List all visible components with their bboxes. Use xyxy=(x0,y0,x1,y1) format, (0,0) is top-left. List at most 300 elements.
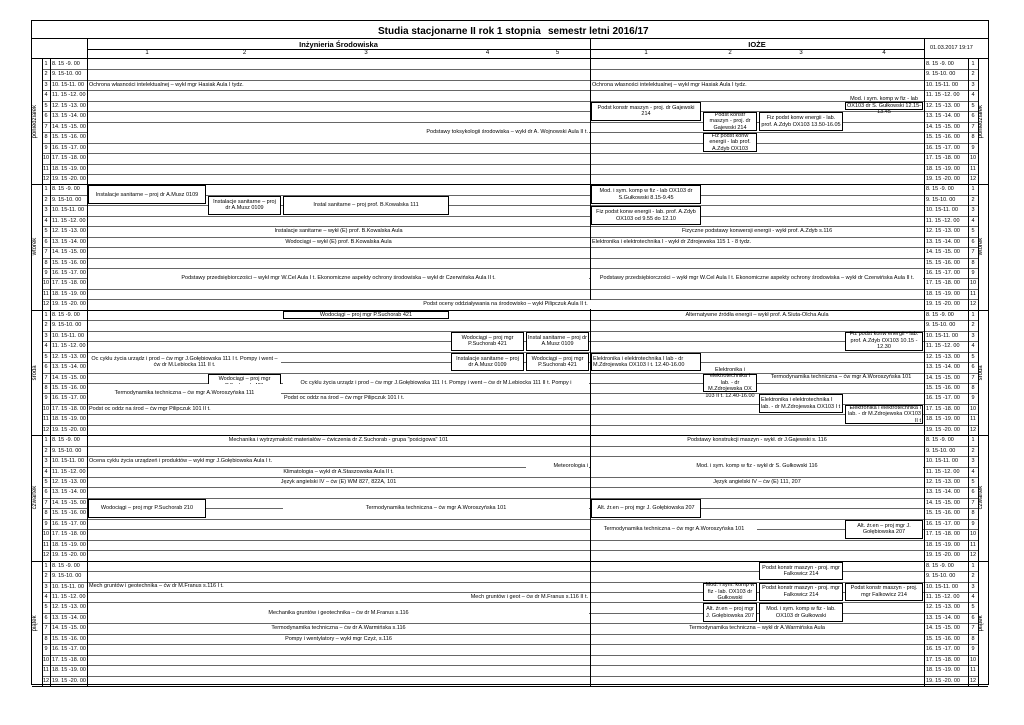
row-line xyxy=(42,655,978,656)
slot-number: 10 xyxy=(42,405,50,412)
slot-time: 18. 15 -19. 00 xyxy=(52,290,86,297)
slot-time: 17. 15 -18. 00 xyxy=(926,405,960,412)
slot-time: 8. 15 -9. 00 xyxy=(926,437,954,444)
slot-time: 19. 15 -20. 00 xyxy=(926,552,960,559)
day-label-right: wtorek xyxy=(978,238,984,256)
row-line xyxy=(42,258,978,259)
slot-number: 9 xyxy=(971,520,975,527)
slot-time: 9. 15-10. 00 xyxy=(52,322,82,329)
class-entry[interactable]: Alt. źr.en – proj mgr J. Gołębiowska 207 xyxy=(845,520,923,539)
slot-number: 10 xyxy=(42,531,50,538)
day-label-right: poniedziałek xyxy=(978,105,984,139)
slot-number: 11 xyxy=(43,667,49,674)
slot-time: 13. 15 -14. 00 xyxy=(926,614,960,621)
slot-number: 12 xyxy=(969,175,977,182)
slot-time: 8. 15 -9. 00 xyxy=(926,61,954,67)
slot-number: 1 xyxy=(44,186,48,193)
slot-time: 18. 15 -19. 00 xyxy=(926,165,960,172)
class-entry[interactable]: Elektronika i elektrotechnika I lab - dr M.Zdrojewska OX103 I t. 12.40-16.00 xyxy=(591,353,701,372)
slot-number: 5 xyxy=(971,102,975,109)
slot-number: 3 xyxy=(971,458,975,465)
class-entry[interactable]: Oc cyklu życia urządz i prod – ćw mgr J.Gołębiowska 111 I t. Pompy i went – ćw dr M.Lebiocka 111 II t. xyxy=(88,353,281,372)
column-line xyxy=(978,59,979,686)
slot-time: 9. 15-10. 00 xyxy=(926,447,956,454)
slot-number: 11 xyxy=(970,416,976,423)
slot-number: 4 xyxy=(971,468,975,475)
slot-number: 2 xyxy=(971,196,975,203)
slot-number: 2 xyxy=(971,71,975,78)
class-entry[interactable]: Podst oc oddz na środ – ćw mgr Pilipczuk 101 I t. xyxy=(283,394,524,402)
slot-time: 19. 15 -20. 00 xyxy=(926,677,960,684)
slot-number: 9 xyxy=(971,270,975,276)
slot-number: 12 xyxy=(42,301,50,308)
class-entry[interactable]: Podst konstr maszyn - proj. mgr Falkowicz 214 xyxy=(759,583,843,602)
row-line xyxy=(42,644,978,645)
slot-number: 11 xyxy=(970,165,976,172)
divider xyxy=(87,38,88,59)
slot-time: 11. 15 -12. 00 xyxy=(926,343,960,350)
class-entry[interactable]: Ochrona własności intelektualnej – wykł mgr Hasiak Aula I tydz. xyxy=(591,81,923,89)
slot-number: 2 xyxy=(971,447,975,454)
slot-number: 7 xyxy=(44,625,48,632)
slot-time: 10. 15-11. 00 xyxy=(926,81,959,88)
slot-time: 19. 15 -20. 00 xyxy=(52,552,86,559)
slot-time: 8. 15 -9. 00 xyxy=(52,186,80,193)
slot-number: 1 xyxy=(44,61,48,67)
slot-time: 18. 15 -19. 00 xyxy=(52,416,86,423)
column-number: 2 xyxy=(728,50,732,56)
slot-number: 7 xyxy=(971,625,975,632)
slot-time: 11. 15 -12. 00 xyxy=(52,92,86,99)
slot-number: 4 xyxy=(44,468,48,475)
slot-number: 5 xyxy=(44,228,48,235)
slot-number: 10 xyxy=(42,656,50,663)
slot-number: 12 xyxy=(42,552,50,559)
class-entry[interactable]: Mod. i sym. komp w fiz - lab. OX103 dr Gułkowski xyxy=(703,583,757,602)
slot-number: 12 xyxy=(969,552,977,559)
slot-number: 11 xyxy=(43,541,49,548)
slot-time: 18. 15 -19. 00 xyxy=(926,667,960,674)
slot-number: 6 xyxy=(971,614,975,621)
slot-time: 10. 15-11. 00 xyxy=(926,458,959,465)
slot-number: 5 xyxy=(971,604,975,611)
slot-time: 17. 15 -18. 00 xyxy=(926,280,960,287)
slot-time: 12. 15 -13. 00 xyxy=(926,479,960,485)
slot-number: 1 xyxy=(971,562,975,569)
row-line xyxy=(42,446,978,447)
slot-time: 13. 15 -14. 00 xyxy=(52,614,86,621)
slot-number: 4 xyxy=(44,217,48,224)
row-line xyxy=(42,487,978,488)
class-entry[interactable]: Klimatologia – wykł dr A.Staszowska Aula II t. xyxy=(88,468,589,476)
slot-time: 12. 15 -13. 00 xyxy=(52,604,86,611)
class-entry[interactable]: Termodynamika techniczna – ćw dr A.Warmińska s.116 xyxy=(88,624,589,632)
slot-time: 8. 15 -9. 00 xyxy=(926,186,954,193)
slot-number: 9 xyxy=(44,520,48,527)
column-number: 2 xyxy=(242,50,247,56)
slot-time: 12. 15 -13. 00 xyxy=(926,604,960,611)
class-entry[interactable]: Fiz podst konw energii - lab. prof. A.Zdyb OX103 od 9.55 do 12.10 xyxy=(591,206,701,225)
slot-time: 11. 15 -12. 00 xyxy=(926,92,960,99)
slot-time: 8. 15 -9. 00 xyxy=(52,61,80,67)
class-entry[interactable]: Mechanika i wytrzymałość materiałów – ćwiczenia dr Z.Suchorab - grupa "pościgowa" 101 xyxy=(88,436,589,444)
slot-number: 6 xyxy=(44,364,48,371)
slot-number: 1 xyxy=(44,311,48,318)
slot-time: 17. 15 -18. 00 xyxy=(926,155,960,162)
divider xyxy=(924,38,925,59)
slot-number: 6 xyxy=(971,238,975,245)
class-entry[interactable]: Podstawy przedsiębiorczości – wykł mgr W.Cel Aula I t. Ekonomiczne aspekty ochrony środowiska – wykł dr Czerwińska Aula II t. xyxy=(88,269,589,288)
class-entry[interactable]: Mod. i sym. komp w fiz - lab OX103 dr S.Gułkowski 8.15-9.45 xyxy=(591,185,701,204)
class-entry[interactable]: Podst konstr maszyn - proj. mgr Falkowicz 214 xyxy=(845,583,923,602)
slot-number: 3 xyxy=(971,332,975,339)
day-divider xyxy=(32,686,988,687)
slot-time: 16. 15 -17. 00 xyxy=(52,144,86,151)
slot-time: 10. 15-11. 00 xyxy=(926,332,959,339)
page-title: Studia stacjonarne II rok 1 stopnia xyxy=(378,26,541,37)
class-entry[interactable]: Podst konstr maszyn - proj. dr Gajewski 214 xyxy=(591,102,701,121)
column-number: 1 xyxy=(644,50,648,56)
slot-time: 17. 15 -18. 00 xyxy=(926,531,960,538)
row-line xyxy=(42,676,978,677)
slot-time: 11. 15 -12. 00 xyxy=(926,593,960,600)
column-number: 5 xyxy=(555,50,560,56)
slot-time: 14. 15 -15. 00 xyxy=(926,123,960,130)
class-entry[interactable]: Podst konstr maszyn - proj. dr Gajewski 214 xyxy=(703,112,757,131)
slot-number: 11 xyxy=(43,416,49,423)
slot-time: 15. 15 -16. 00 xyxy=(926,134,960,141)
slot-time: 19. 15 -20. 00 xyxy=(52,677,86,684)
slot-number: 7 xyxy=(971,374,975,381)
slot-number: 10 xyxy=(969,656,977,663)
slot-time: 15. 15 -16. 00 xyxy=(926,384,960,391)
row-line xyxy=(42,425,978,426)
slot-time: 15. 15 -16. 00 xyxy=(926,510,960,517)
class-entry[interactable]: Fizyczne podstawy konwersji energii - wykł prof. A.Zdyb s.116 xyxy=(591,227,923,235)
slot-time: 15. 15 -16. 00 xyxy=(52,384,86,391)
class-entry[interactable]: Mod. i sym. komp w fiz - lab. OX103 dr Gułkowski xyxy=(759,603,843,622)
slot-time: 10. 15-11. 00 xyxy=(52,583,85,590)
column-line xyxy=(924,59,925,686)
column-line xyxy=(87,59,88,686)
class-entry[interactable]: Elektronika i elektrotechnika I lab. - dr M.Zdrojewska OX103 I t xyxy=(759,394,843,413)
class-entry[interactable]: Instalacje sanitarne – proj dr A.Musz 0109 xyxy=(88,185,206,204)
slot-time: 10. 15-11. 00 xyxy=(52,81,85,88)
class-entry[interactable]: Podstawy konstrukcji maszyn - wykł. dr J.Gajewski s. 116 xyxy=(591,436,923,444)
slot-number: 5 xyxy=(971,228,975,235)
class-entry[interactable]: Alt. źr.en – proj mgr J. Gołębiowska 207 xyxy=(703,603,757,622)
slot-time: 15. 15 -16. 00 xyxy=(52,259,86,266)
class-entry[interactable]: Wodociągi – proj mgr P.Suchorab 421 xyxy=(451,332,524,351)
slot-time: 10. 15-11. 00 xyxy=(926,583,959,590)
slot-time: 12. 15 -13. 00 xyxy=(52,353,86,360)
slot-number: 8 xyxy=(971,510,975,517)
row-line xyxy=(42,90,978,91)
slot-time: 15. 15 -16. 00 xyxy=(52,635,86,642)
day-label-left: piątek xyxy=(32,615,38,632)
slot-number: 3 xyxy=(44,332,48,339)
class-entry[interactable]: Pompy i wentylatory – wykł mgr Czyż, s.116 xyxy=(88,635,589,643)
class-entry[interactable]: Wodociągi – proj mgr P.Suchorab 421 xyxy=(526,353,589,372)
slot-number: 4 xyxy=(44,92,48,99)
slot-time: 18. 15 -19. 00 xyxy=(52,165,86,172)
column-number: 4 xyxy=(882,50,886,56)
slot-number: 11 xyxy=(43,290,49,297)
slot-time: 14. 15 -15. 00 xyxy=(52,123,86,130)
class-entry[interactable]: Oc cyklu życia urządz i prod – ćw mgr J.Gołębiowska 111 I t. Pompy i went – ćw dr M.Lebiocka 111 II t. Pompy i xyxy=(283,374,589,393)
slot-number: 6 xyxy=(44,489,48,496)
slot-number: 12 xyxy=(969,301,977,308)
column-number: 1 xyxy=(145,50,149,56)
slot-number: 4 xyxy=(44,343,48,350)
column-line xyxy=(42,59,43,686)
slot-number: 2 xyxy=(44,573,48,580)
slot-time: 18. 15 -19. 00 xyxy=(52,667,86,674)
row-line xyxy=(42,174,978,175)
slot-number: 4 xyxy=(971,343,975,350)
slot-time: 14. 15 -15. 00 xyxy=(52,374,86,381)
slot-time: 8. 15 -9. 00 xyxy=(926,562,954,569)
slot-time: 16. 15 -17. 00 xyxy=(52,395,86,402)
slot-number: 8 xyxy=(971,635,975,642)
slot-number: 8 xyxy=(44,134,48,141)
class-entry[interactable]: Podstawy toksykologii środowiska – wykł dr A. Wojnowski Aula II t. xyxy=(88,123,589,142)
row-line xyxy=(42,164,978,165)
slot-number: 6 xyxy=(971,489,975,496)
slot-number: 7 xyxy=(44,499,48,506)
slot-time: 16. 15 -17. 00 xyxy=(926,395,960,402)
class-entry[interactable]: Podst oc oddz na środ – ćw mgr Pilipczuk 101 II t. xyxy=(88,405,281,413)
class-entry[interactable]: Alt. źr.en – proj mgr J. Gołębiowska 207 xyxy=(591,499,701,518)
slot-number: 7 xyxy=(971,249,975,256)
column-number: 3 xyxy=(799,50,803,56)
class-entry[interactable]: Ochrona własności intelektualnej – wykł mgr Hasiak Aula I tydz. xyxy=(88,81,589,89)
class-entry[interactable]: Wodociągi – proj mgr P.Suchorab 210 xyxy=(88,499,206,518)
slot-time: 9. 15-10. 00 xyxy=(926,573,956,580)
slot-time: 14. 15 -15. 00 xyxy=(926,249,960,256)
column-line xyxy=(590,59,591,686)
slot-time: 17. 15 -18. 00 xyxy=(52,155,86,162)
slot-time: 19. 15 -20. 00 xyxy=(926,426,960,433)
group-header-right: IOŻE xyxy=(748,40,766,49)
class-entry[interactable]: Fiz podst konw energii - lab. prof. A.Zdyb OX103 10.15 - 12.30 xyxy=(845,332,923,351)
slot-time: 19. 15 -20. 00 xyxy=(52,301,86,308)
day-label-left: czwartek xyxy=(32,486,38,510)
slot-time: 15. 15 -16. 00 xyxy=(52,134,86,141)
slot-time: 9. 15-10. 00 xyxy=(926,71,956,78)
class-entry[interactable]: Elektronika i elektrotechnika I - wykł dr Zdrojewska 115 1 - 8 tydz. xyxy=(591,238,923,246)
slot-time: 14. 15 -15. 00 xyxy=(52,625,86,632)
slot-number: 3 xyxy=(971,583,975,590)
slot-time: 16. 15 -17. 00 xyxy=(926,144,960,151)
slot-time: 10. 15-11. 00 xyxy=(52,332,85,339)
slot-number: 9 xyxy=(44,646,48,653)
class-entry[interactable]: Wodociągi – proj mgr xyxy=(208,374,281,393)
slot-number: 11 xyxy=(970,541,976,548)
slot-number: 1 xyxy=(971,311,975,318)
row-line xyxy=(42,320,978,321)
class-entry[interactable]: Wodociągi – proj mgr P.Suchorab 421 xyxy=(283,311,449,319)
slot-time: 11. 15 -12. 00 xyxy=(52,217,86,224)
day-label-right: środa xyxy=(978,364,984,380)
slot-time: 9. 15-10. 00 xyxy=(926,196,956,203)
row-line xyxy=(42,205,978,206)
class-entry[interactable]: Instal sanitarne – proj dr A.Musz 0109 xyxy=(526,332,589,351)
class-entry[interactable]: Elektronika i elektrotechnika I lab. - dr M.Zdrojewska OX103 II t xyxy=(845,405,923,424)
slot-time: 12. 15 -13. 00 xyxy=(926,353,960,360)
class-entry[interactable]: Podst konstr maszyn - proj. mgr Falkowicz 214 xyxy=(759,562,843,581)
class-entry[interactable]: Ocena cyklu życia urządzeń i produktów – wykł mgr J.Gołębiowska Aula I t. xyxy=(88,457,589,465)
slot-time: 18. 15 -19. 00 xyxy=(926,290,960,297)
slot-number: 3 xyxy=(44,458,48,465)
class-entry[interactable]: Instal sanitarne – proj prof. B.Kowalska 111 xyxy=(283,196,449,215)
class-entry[interactable]: Podst oceny oddziaływania na środowisko – wykł Pilipczuk Aula II t. xyxy=(88,300,923,308)
class-entry[interactable]: Termodynamika techniczna – ćw mgr A.Woroszyńska 101 xyxy=(759,374,923,382)
class-entry[interactable]: Instalacje sanitarne – wykł (E) prof. B.Kowalska Aula xyxy=(88,227,589,235)
slot-time: 16. 15 -17. 00 xyxy=(926,646,960,653)
slot-time: 14. 15 -15. 00 xyxy=(926,499,960,506)
slot-time: 15. 15 -16. 00 xyxy=(926,259,960,266)
class-entry[interactable]: Mech gruntów i geotechnika – ćw dr M.Franus s.116 I t. xyxy=(88,583,589,591)
slot-time: 14. 15 -15. 00 xyxy=(926,374,960,381)
slot-time: 9. 15-10. 00 xyxy=(52,573,82,580)
slot-number: 9 xyxy=(971,646,975,653)
slot-time: 14. 15 -15. 00 xyxy=(926,625,960,632)
slot-number: 6 xyxy=(971,364,975,371)
row-line xyxy=(42,540,978,541)
slot-number: 9 xyxy=(971,144,975,151)
slot-number: 8 xyxy=(44,510,48,517)
slot-number: 10 xyxy=(42,280,50,287)
class-entry[interactable]: Mod. i sym. komp w fiz - wykł dr S. Gułkowski 116 xyxy=(591,457,923,476)
row-line xyxy=(42,519,978,520)
slot-number: 12 xyxy=(969,677,977,684)
slot-time: 13. 15 -14. 00 xyxy=(926,364,960,371)
slot-number: 5 xyxy=(971,479,975,485)
slot-number: 8 xyxy=(971,384,975,391)
slot-number: 4 xyxy=(971,593,975,600)
slot-time: 17. 15 -18. 00 xyxy=(52,280,86,287)
slot-time: 13. 15 -14. 00 xyxy=(52,364,86,371)
slot-time: 10. 15-11. 00 xyxy=(926,207,959,214)
slot-time: 11. 15 -12. 00 xyxy=(926,217,960,224)
slot-number: 7 xyxy=(44,123,48,130)
class-entry[interactable]: Fiz podst konw energii - lab. prof. A.Zdyb OX103 13.50-16.05 xyxy=(759,112,843,131)
timetable-sheet xyxy=(31,20,989,685)
slot-number: 3 xyxy=(44,81,48,88)
class-entry[interactable]: Wodociągi – wykł (E) prof. B.Kowalska Aula xyxy=(88,238,589,246)
slot-time: 11. 15 -12. 00 xyxy=(52,343,86,350)
slot-number: 10 xyxy=(969,405,977,412)
row-line xyxy=(42,289,978,290)
slot-time: 14. 15 -15. 00 xyxy=(52,249,86,256)
slot-time: 14. 15 -15. 00 xyxy=(52,499,86,506)
slot-number: 10 xyxy=(969,531,977,538)
slot-number: 8 xyxy=(44,259,48,266)
slot-number: 3 xyxy=(971,81,975,88)
slot-time: 16. 15 -17. 00 xyxy=(52,520,86,527)
class-entry[interactable]: Język angielski IV – ćw (E) 111, 207 xyxy=(591,478,923,486)
slot-number: 12 xyxy=(42,677,50,684)
slot-time: 16. 15 -17. 00 xyxy=(52,646,86,653)
class-entry[interactable]: Instalacje sanitarne – proj dr A.Musz 0109 xyxy=(208,196,281,215)
slot-number: 3 xyxy=(971,207,975,214)
class-entry[interactable]: Termodynamika techniczna – ćw mgr A.Woroszyńska 101 xyxy=(591,520,757,539)
slot-time: 13. 15 -14. 00 xyxy=(926,113,960,120)
class-entry[interactable]: Mechanika gruntów i geotechnika – ćw dr M.Franus s.116 xyxy=(88,603,589,622)
slot-time: 8. 15 -9. 00 xyxy=(52,437,80,444)
slot-number: 6 xyxy=(971,113,975,120)
slot-number: 4 xyxy=(44,593,48,600)
slot-number: 2 xyxy=(44,196,48,203)
slot-number: 9 xyxy=(44,144,48,151)
slot-time: 12. 15 -13. 00 xyxy=(52,228,86,235)
column-number: 4 xyxy=(485,50,490,56)
class-entry[interactable]: Instalacje sanitarne – proj dr A.Musz 0109 xyxy=(451,353,524,372)
class-entry[interactable]: Mod. i sym. komp w fiz - lab OX103 dr S. Gułkowski 12.15-13.45 xyxy=(845,102,923,110)
slot-time: 8. 15 -9. 00 xyxy=(52,562,80,569)
class-entry[interactable]: Meteorologia i xyxy=(526,457,589,476)
day-label-right: piątek xyxy=(978,615,984,632)
slot-number: 7 xyxy=(971,123,975,130)
class-entry[interactable]: Alternatywne źródła energii – wykł prof. A.Siuta-Olcha Aula xyxy=(591,311,923,319)
class-entry[interactable]: Termodynamika techniczna – ćw mgr A.Woroszyńska 101 xyxy=(283,499,589,518)
slot-time: 18. 15 -19. 00 xyxy=(926,541,960,548)
slot-time: 18. 15 -19. 00 xyxy=(52,541,86,548)
slot-number: 8 xyxy=(44,635,48,642)
column-line xyxy=(50,59,51,686)
slot-number: 1 xyxy=(44,437,48,444)
slot-time: 11. 15 -12. 00 xyxy=(52,468,86,475)
slot-time: 11. 15 -12. 00 xyxy=(52,593,86,600)
slot-number: 3 xyxy=(44,583,48,590)
row-line xyxy=(42,153,978,154)
slot-number: 1 xyxy=(971,186,975,193)
slot-number: 1 xyxy=(971,61,975,67)
slot-time: 12. 15 -13. 00 xyxy=(52,479,86,485)
slot-time: 12. 15 -13. 00 xyxy=(52,102,86,109)
slot-time: 17. 15 -18. 00 xyxy=(52,531,86,538)
slot-time: 9. 15-10. 00 xyxy=(52,71,82,78)
slot-number: 6 xyxy=(44,614,48,621)
slot-number: 10 xyxy=(969,280,977,287)
slot-number: 10 xyxy=(969,155,977,162)
slot-number: 6 xyxy=(44,113,48,120)
row-line xyxy=(42,143,978,144)
class-entry[interactable]: Mech gruntów i geot – ćw dr M.Franus s.116 II t. xyxy=(88,593,589,601)
slot-number: 4 xyxy=(971,217,975,224)
slot-time: 13. 15 -14. 00 xyxy=(926,238,960,245)
slot-time: 11. 15 -12. 00 xyxy=(926,468,960,475)
semester-label: semestr letni 2016/17 xyxy=(548,26,649,37)
class-entry[interactable]: Elektronika i elektrotechnika I lab. - dr M.Zdrojewska OX 103 II t. 12.40-16.00 xyxy=(703,374,757,393)
class-entry[interactable]: Podstawy przedsiębiorczości – wykł mgr W.Cel Aula I t. Ekonomiczne aspekty ochrony środowiska – wykł dr Czerwińska Aula II t. xyxy=(591,269,923,288)
slot-time: 13. 15 -14. 00 xyxy=(926,489,960,496)
class-entry[interactable]: Termodynamika techniczna – wykł dr A.Warmińska Aula xyxy=(591,624,923,632)
class-entry[interactable]: Termodynamika techniczna – ćw mgr A.Woroszyńska 111 xyxy=(88,384,281,403)
divider xyxy=(32,38,988,39)
slot-number: 10 xyxy=(42,155,50,162)
slot-time: 8. 15 -9. 00 xyxy=(926,311,954,318)
column-number: 3 xyxy=(364,50,368,56)
slot-number: 7 xyxy=(44,249,48,256)
class-entry[interactable]: Język angielski IV – ćw (E) WM 827, 822A, 101 xyxy=(88,478,589,486)
class-entry[interactable]: Fiz podst konw energii - lab prof. A.Zdyb OX103 xyxy=(703,133,757,152)
slot-number: 11 xyxy=(43,165,49,172)
slot-number: 2 xyxy=(971,573,975,580)
slot-number: 5 xyxy=(44,102,48,109)
slot-number: 9 xyxy=(44,270,48,276)
